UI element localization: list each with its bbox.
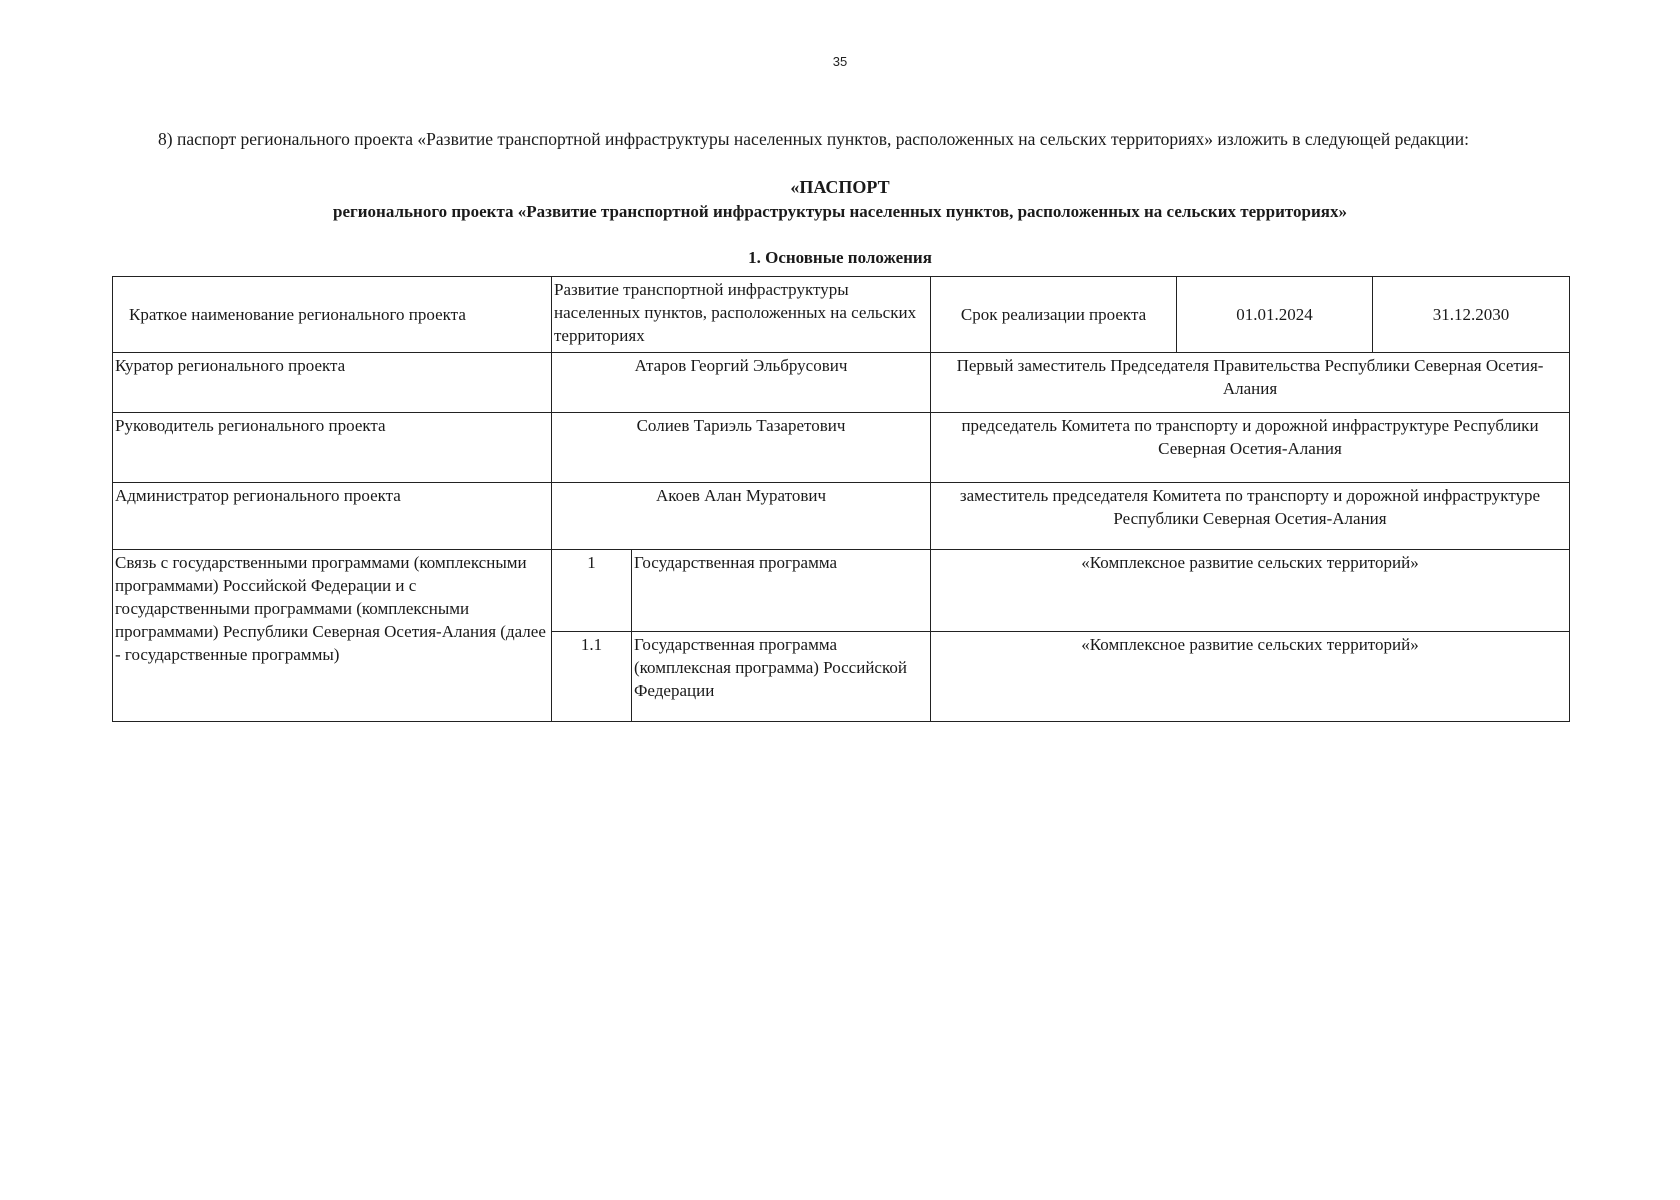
program-number: 1.1 bbox=[552, 632, 632, 722]
period-label: Срок реализации проекта bbox=[931, 277, 1177, 353]
intro-paragraph: 8) паспорт регионального проекта «Развитие транспортной инфраструктуры населенных пунктов, расположенных на сельских территориях» изложить в следующей редакции: bbox=[158, 129, 1470, 149]
program-number: 1 bbox=[552, 550, 632, 632]
page-number: 35 bbox=[832, 54, 848, 69]
table-row bbox=[113, 483, 1570, 550]
passport-table bbox=[112, 276, 1570, 722]
program-type: Государственная программа (комплексная программа) Российской Федерации bbox=[632, 632, 931, 722]
table-row bbox=[113, 353, 1570, 413]
program-name: «Комплексное развитие сельских территорий» bbox=[931, 632, 1570, 722]
end-date: 31.12.2030 bbox=[1373, 277, 1570, 353]
table-row bbox=[113, 277, 1570, 353]
table-row bbox=[113, 550, 1570, 632]
section-heading: 1. Основные положения bbox=[748, 248, 932, 267]
program-name: «Комплексное развитие сельских территорий» bbox=[931, 550, 1570, 632]
curator-name: Атаров Георгий Эльбрусович bbox=[552, 353, 931, 413]
programs-label: Связь с государственными программами (комплексными программами) Российской Федерации и с государственными программами (комплексными программами) Республики Северная Осетия-Алания (далее - государственные программы) bbox=[113, 550, 552, 722]
curator-position: Первый заместитель Председателя Правительства Республики Северная Осетия-Алания bbox=[931, 353, 1570, 413]
head-label: Руководитель регионального проекта bbox=[113, 413, 552, 483]
curator-label: Куратор регионального проекта bbox=[113, 353, 552, 413]
document-title: «ПАСПОРТ bbox=[790, 177, 890, 197]
document-subtitle: регионального проекта «Развитие транспортной инфраструктуры населенных пунктов, расположенных на сельских территориях» bbox=[333, 202, 1347, 221]
admin-name: Акоев Алан Муратович bbox=[552, 483, 931, 550]
admin-label: Администратор регионального проекта bbox=[113, 483, 552, 550]
start-date: 01.01.2024 bbox=[1177, 277, 1373, 353]
table-row bbox=[113, 413, 1570, 483]
short-name-value: Развитие транспортной инфраструктуры населенных пунктов, расположенных на сельских территориях bbox=[552, 277, 931, 353]
head-position: председатель Комитета по транспорту и дорожной инфраструктуре Республики Северная Осетия-Алания bbox=[931, 413, 1570, 483]
program-type: Государственная программа bbox=[632, 550, 931, 632]
head-name: Солиев Тариэль Тазаретович bbox=[552, 413, 931, 483]
admin-position: заместитель председателя Комитета по транспорту и дорожной инфраструктуре Республики Северная Осетия-Алания bbox=[931, 483, 1570, 550]
short-name-label: Краткое наименование регионального проекта bbox=[113, 277, 552, 353]
